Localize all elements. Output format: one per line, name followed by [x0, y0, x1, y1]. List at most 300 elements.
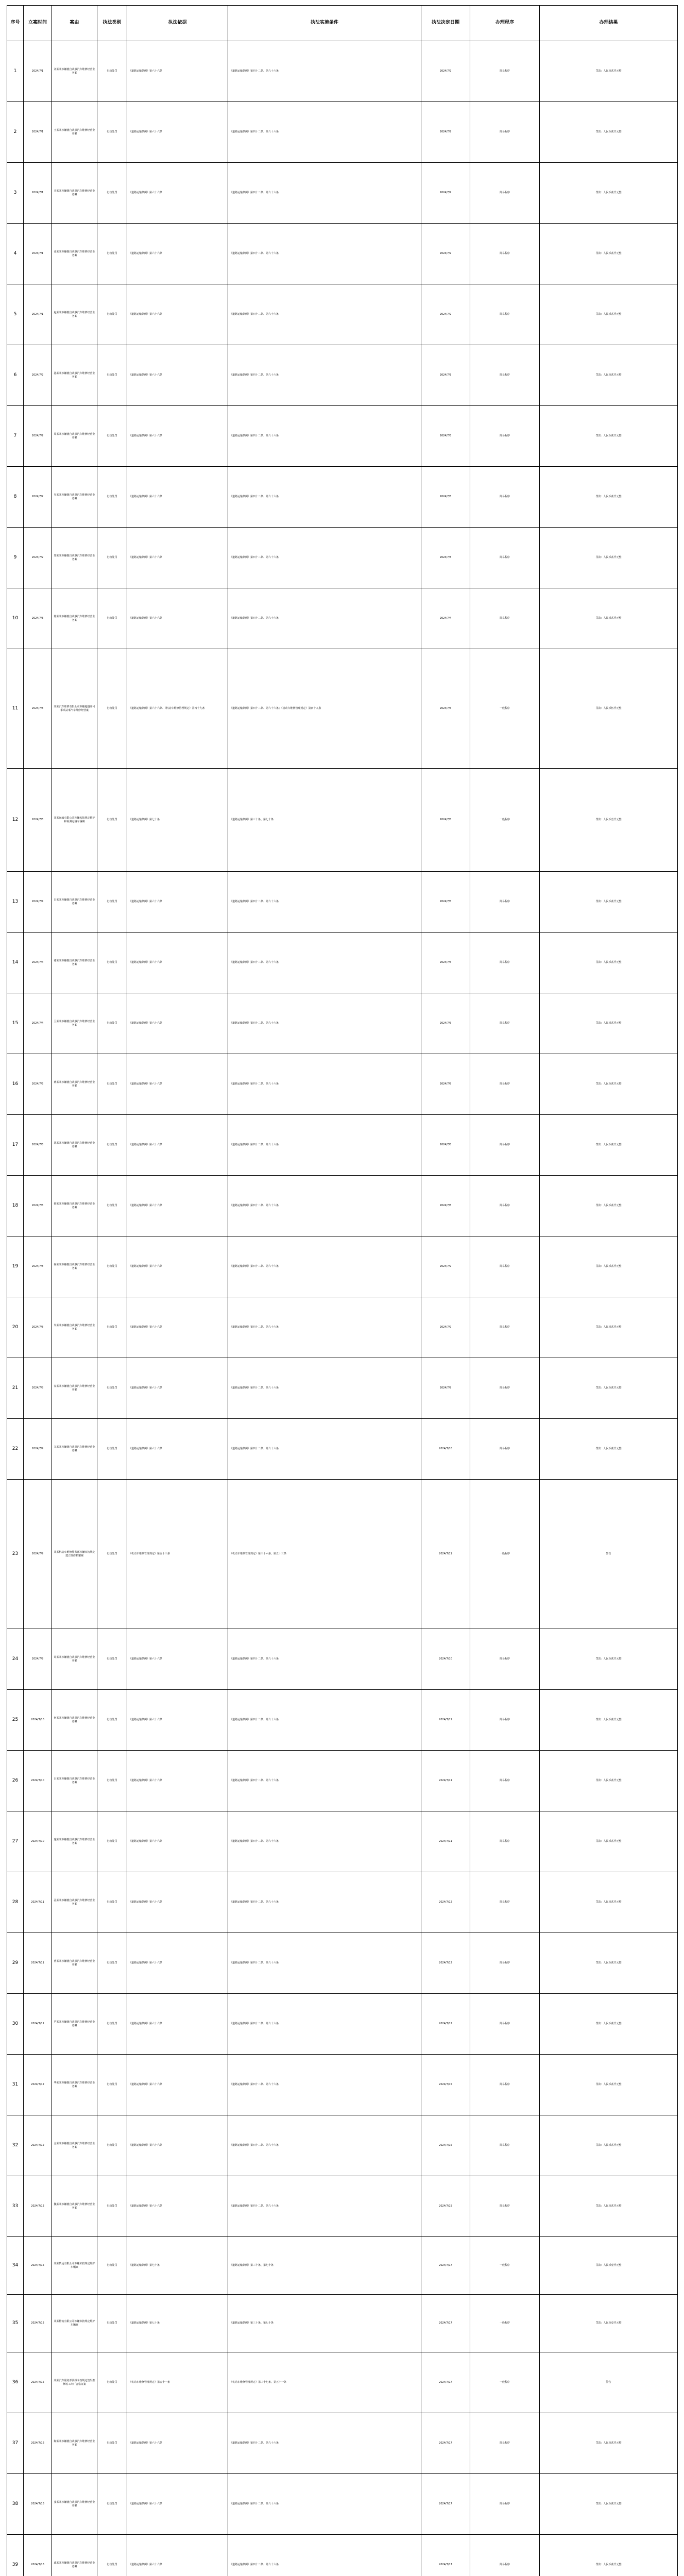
case-cause-cell: 吴某某涉嫌擅自从事汽车维修经营业务案 [52, 467, 97, 528]
category-cell: 行政处罚 [97, 1933, 127, 1994]
result-cell: 罚款：人民币贰仟元整 [540, 1115, 678, 1176]
filing-date-cell: 2024/7/10 [24, 1811, 52, 1872]
decision-date-cell: 2024/7/2 [421, 102, 470, 163]
row-index: 5 [7, 284, 24, 345]
result-cell: 罚款：人民币贰仟元整 [540, 872, 678, 933]
row-index: 25 [7, 1690, 24, 1751]
procedure-cell: 简易程序 [470, 1236, 540, 1297]
procedure-cell: 简易程序 [470, 1419, 540, 1480]
row-index: 6 [7, 345, 24, 406]
basis-cell: 《道路运输条例》第六十六条 [127, 1358, 228, 1419]
result-cell: 罚款：人民币贰仟元整 [540, 345, 678, 406]
basis-cell: 《道路运输条例》第六十六条 [127, 2176, 228, 2237]
filing-date-cell: 2024/7/11 [24, 1872, 52, 1933]
result-cell: 罚款：人民币贰仟元整 [540, 1358, 678, 1419]
row-index: 13 [7, 872, 24, 933]
procedure-cell: 简易程序 [470, 1054, 540, 1115]
procedure-cell: 一般程序 [470, 2237, 540, 2295]
category-cell: 行政处罚 [97, 933, 127, 993]
result-cell: 罚款：人民币贰仟元整 [540, 102, 678, 163]
basis-cell: 《道路运输条例》第六十六条 [127, 284, 228, 345]
decision-date-cell: 2024/7/3 [421, 528, 470, 588]
procedure-cell: 简易程序 [470, 1872, 540, 1933]
category-cell: 行政处罚 [97, 41, 127, 102]
basis-cell: 《道路运输条例》第六十六条 [127, 1811, 228, 1872]
procedure-cell: 一般程序 [470, 769, 540, 872]
basis-cell: 《道路运输条例》第六十六条 [127, 467, 228, 528]
table-row [7, 2474, 678, 2535]
result-cell: 罚款：人民币壹仟元整 [540, 2237, 678, 2295]
category-cell: 行政处罚 [97, 1419, 127, 1480]
filing-date-cell: 2024/7/9 [24, 1480, 52, 1629]
decision-date-cell: 2024/7/15 [421, 2115, 470, 2176]
filing-date-cell: 2024/7/2 [24, 406, 52, 467]
basis-cell: 《道路运输条例》第六十六条 [127, 102, 228, 163]
row-index: 8 [7, 467, 24, 528]
procedure-cell: 简易程序 [470, 2115, 540, 2176]
case-cause-cell: 华某某涉嫌擅自从事汽车维修经营业务案 [52, 2055, 97, 2115]
basis-cell: 《道路运输条例》第六十六条 [127, 1751, 228, 1811]
header-decision-date: 执法决定日期 [421, 6, 470, 41]
filing-date-cell: 2024/7/16 [24, 2474, 52, 2535]
filing-date-cell: 2024/7/16 [24, 2535, 52, 2576]
case-cause-cell: 杨某某涉嫌擅自从事汽车维修经营业务案 [52, 1236, 97, 1297]
row-index: 34 [7, 2237, 24, 2295]
result-cell: 罚款：人民币贰仟元整 [540, 1811, 678, 1872]
decision-date-cell: 2024/7/5 [421, 993, 470, 1054]
condition-cell: 《机动车维修管理规定》第三十六条、第五十三条 [228, 1480, 421, 1629]
case-cause-cell: 姜某某涉嫌擅自从事汽车维修经营业务案 [52, 2474, 97, 2535]
procedure-cell: 简易程序 [470, 1176, 540, 1236]
procedure-cell: 简易程序 [470, 1358, 540, 1419]
procedure-cell: 简易程序 [470, 406, 540, 467]
basis-cell: 《机动车维修管理规定》第五十三条 [127, 1480, 228, 1629]
filing-date-cell: 2024/7/8 [24, 1297, 52, 1358]
basis-cell: 《道路运输条例》第六十六条 [127, 872, 228, 933]
row-index: 14 [7, 933, 24, 993]
decision-date-cell: 2024/7/9 [421, 1358, 470, 1419]
result-cell: 罚款：人民币贰仟元整 [540, 933, 678, 993]
basis-cell: 《道路运输条例》第六十六条 [127, 1176, 228, 1236]
condition-cell: 《道路运输条例》第四十二条、第六十六条 [228, 345, 421, 406]
decision-date-cell: 2024/7/15 [421, 2176, 470, 2237]
case-cause-cell: 某某汽车维修有限公司涉嫌超越许可事项从事汽车维修经营案 [52, 649, 97, 769]
condition-cell: 《机动车维修管理规定》第三十七条、第五十一条 [228, 2352, 421, 2413]
case-cause-cell: 某某货运有限公司涉嫌未按规定维护车辆案 [52, 2237, 97, 2295]
condition-cell: 《道路运输条例》第四十二条、第六十六条 [228, 2176, 421, 2237]
procedure-cell: 简易程序 [470, 2176, 540, 2237]
category-cell: 行政处罚 [97, 1054, 127, 1115]
condition-cell: 《道路运输条例》第四十二条、第六十六条 [228, 1236, 421, 1297]
decision-date-cell: 2024/7/4 [421, 588, 470, 649]
condition-cell: 《道路运输条例》第四十二条、第六十六条 [228, 2535, 421, 2576]
condition-cell: 《道路运输条例》第四十二条、第六十六条 [228, 993, 421, 1054]
table-row [7, 1872, 678, 1933]
row-index: 4 [7, 224, 24, 284]
procedure-cell: 简易程序 [470, 284, 540, 345]
filing-date-cell: 2024/7/12 [24, 2115, 52, 2176]
condition-cell: 《道路运输条例》第四十二条、第六十六条 [228, 1176, 421, 1236]
table-row [7, 2535, 678, 2576]
row-index: 30 [7, 1994, 24, 2055]
result-cell: 警告 [540, 1480, 678, 1629]
filing-date-cell: 2024/7/3 [24, 769, 52, 872]
table-row [7, 1054, 678, 1115]
row-index: 31 [7, 2055, 24, 2115]
case-cause-cell: 孔某某涉嫌擅自从事汽车维修经营业务案 [52, 1872, 97, 1933]
category-cell: 行政处罚 [97, 1480, 127, 1629]
category-cell: 行政处罚 [97, 2295, 127, 2352]
condition-cell: 《道路运输条例》第四十二条、第六十六条 [228, 163, 421, 224]
table-row [7, 2055, 678, 2115]
case-cause-cell: 某某运输有限公司涉嫌未按规定维护和检测运输车辆案 [52, 769, 97, 872]
condition-cell: 《道路运输条例》第四十二条、第六十六条 [228, 1690, 421, 1751]
category-cell: 行政处罚 [97, 1751, 127, 1811]
condition-cell: 《道路运输条例》第四十二条、第六十六条 [228, 224, 421, 284]
basis-cell: 《道路运输条例》第六十六条 [127, 2115, 228, 2176]
condition-cell: 《道路运输条例》第四十二条、第六十六条 [228, 102, 421, 163]
decision-date-cell: 2024/7/17 [421, 2352, 470, 2413]
filing-date-cell: 2024/7/3 [24, 588, 52, 649]
condition-cell: 《道路运输条例》第四十二条、第六十六条 [228, 1358, 421, 1419]
procedure-cell: 简易程序 [470, 41, 540, 102]
procedure-cell: 简易程序 [470, 2474, 540, 2535]
filing-date-cell: 2024/7/1 [24, 224, 52, 284]
row-index: 27 [7, 1811, 24, 1872]
procedure-cell: 简易程序 [470, 1751, 540, 1811]
decision-date-cell: 2024/7/17 [421, 2474, 470, 2535]
decision-date-cell: 2024/7/10 [421, 1629, 470, 1690]
decision-date-cell: 2024/7/15 [421, 2055, 470, 2115]
basis-cell: 《道路运输条例》第六十六条 [127, 1054, 228, 1115]
decision-date-cell: 2024/7/2 [421, 163, 470, 224]
category-cell: 行政处罚 [97, 1872, 127, 1933]
row-index: 12 [7, 769, 24, 872]
row-index: 29 [7, 1933, 24, 1994]
filing-date-cell: 2024/7/3 [24, 649, 52, 769]
result-cell: 罚款：人民币贰仟元整 [540, 467, 678, 528]
category-cell: 行政处罚 [97, 2474, 127, 2535]
procedure-cell: 简易程序 [470, 2055, 540, 2115]
row-index: 21 [7, 1358, 24, 1419]
category-cell: 行政处罚 [97, 284, 127, 345]
category-cell: 行政处罚 [97, 1358, 127, 1419]
result-cell: 罚款：人民币贰仟元整 [540, 406, 678, 467]
procedure-cell: 简易程序 [470, 1994, 540, 2055]
category-cell: 行政处罚 [97, 649, 127, 769]
basis-cell: 《道路运输条例》第六十六条 [127, 1690, 228, 1751]
filing-date-cell: 2024/7/5 [24, 1115, 52, 1176]
decision-date-cell: 2024/7/9 [421, 1236, 470, 1297]
basis-cell: 《道路运输条例》第六十六条 [127, 1236, 228, 1297]
table-row [7, 2295, 678, 2352]
row-index: 3 [7, 163, 24, 224]
case-cause-cell: 施某某涉嫌擅自从事汽车维修经营业务案 [52, 1811, 97, 1872]
basis-cell: 《道路运输条例》第六十六条 [127, 1629, 228, 1690]
table-row [7, 1480, 678, 1629]
basis-cell: 《道路运输条例》第六十六条 [127, 224, 228, 284]
result-cell: 罚款：人民币贰仟元整 [540, 224, 678, 284]
category-cell: 行政处罚 [97, 1297, 127, 1358]
table-row [7, 2237, 678, 2295]
filing-date-cell: 2024/7/9 [24, 1629, 52, 1690]
decision-date-cell: 2024/7/2 [421, 41, 470, 102]
case-cause-cell: 严某某涉嫌擅自从事汽车维修经营业务案 [52, 1994, 97, 2055]
category-cell: 行政处罚 [97, 872, 127, 933]
case-cause-cell: 陈某某涉嫌擅自从事汽车维修经营业务案 [52, 588, 97, 649]
row-index: 24 [7, 1629, 24, 1690]
header-case-cause: 案由 [52, 6, 97, 41]
decision-date-cell: 2024/7/11 [421, 1811, 470, 1872]
filing-date-cell: 2024/7/5 [24, 1176, 52, 1236]
procedure-cell: 简易程序 [470, 1811, 540, 1872]
decision-date-cell: 2024/7/8 [421, 1176, 470, 1236]
case-cause-cell: 金某某涉嫌擅自从事汽车维修经营业务案 [52, 2115, 97, 2176]
case-cause-cell: 秦某某涉嫌擅自从事汽车维修经营业务案 [52, 1358, 97, 1419]
condition-cell: 《道路运输条例》第三十条、第七十条 [228, 769, 421, 872]
condition-cell: 《道路运输条例》第四十二条、第六十六条 [228, 933, 421, 993]
table-row [7, 1358, 678, 1419]
filing-date-cell: 2024/7/1 [24, 102, 52, 163]
category-cell: 行政处罚 [97, 1176, 127, 1236]
table-row [7, 1933, 678, 1994]
table-row [7, 588, 678, 649]
filing-date-cell: 2024/7/10 [24, 1690, 52, 1751]
basis-cell: 《道路运输条例》第六十六条 [127, 2055, 228, 2115]
result-cell: 罚款：人民币贰仟元整 [540, 41, 678, 102]
header-procedure: 办理程序 [470, 6, 540, 41]
case-cause-cell: 某某汽车服务部涉嫌未按规定签发维修竣工出厂合格证案 [52, 2352, 97, 2413]
filing-date-cell: 2024/7/5 [24, 1054, 52, 1115]
basis-cell: 《道路运输条例》第六十六条 [127, 1419, 228, 1480]
result-cell: 罚款：人民币贰仟元整 [540, 2055, 678, 2115]
header-basis: 执法依据 [127, 6, 228, 41]
result-cell: 罚款：人民币贰仟元整 [540, 1994, 678, 2055]
case-cause-cell: 韩某某涉嫌擅自从事汽车维修经营业务案 [52, 1176, 97, 1236]
procedure-cell: 简易程序 [470, 345, 540, 406]
table-row [7, 1751, 678, 1811]
category-cell: 行政处罚 [97, 1690, 127, 1751]
row-index: 39 [7, 2535, 24, 2576]
filing-date-cell: 2024/7/2 [24, 528, 52, 588]
table-row [7, 467, 678, 528]
case-cause-cell: 李某某涉嫌擅自从事汽车维修经营业务案 [52, 163, 97, 224]
result-cell: 罚款：人民币贰仟元整 [540, 588, 678, 649]
condition-cell: 《道路运输条例》第四十二条、第六十六条 [228, 2055, 421, 2115]
condition-cell: 《道路运输条例》第四十二条、第六十六条 [228, 2115, 421, 2176]
category-cell: 行政处罚 [97, 2115, 127, 2176]
result-cell: 罚款：人民币贰仟元整 [540, 1297, 678, 1358]
basis-cell: 《道路运输条例》第六十六条 [127, 406, 228, 467]
category-cell: 行政处罚 [97, 2413, 127, 2474]
case-cause-cell: 郑某某涉嫌擅自从事汽车维修经营业务案 [52, 528, 97, 588]
procedure-cell: 简易程序 [470, 933, 540, 993]
table-row [7, 872, 678, 933]
procedure-cell: 简易程序 [470, 1629, 540, 1690]
category-cell: 行政处罚 [97, 528, 127, 588]
basis-cell: 《道路运输条例》第六十六条 [127, 41, 228, 102]
table-row [7, 2115, 678, 2176]
result-cell: 罚款：人民币伍仟元整 [540, 649, 678, 769]
table-row [7, 284, 678, 345]
procedure-cell: 简易程序 [470, 467, 540, 528]
condition-cell: 《道路运输条例》第四十二条、第六十六条 [228, 467, 421, 528]
procedure-cell: 简易程序 [470, 163, 540, 224]
table-row [7, 163, 678, 224]
condition-cell: 《道路运输条例》第四十二条、第六十六条 [228, 2474, 421, 2535]
row-index: 38 [7, 2474, 24, 2535]
filing-date-cell: 2024/7/11 [24, 1994, 52, 2055]
result-cell: 罚款：人民币贰仟元整 [540, 2176, 678, 2237]
condition-cell: 《道路运输条例》第四十二条、第六十六条 [228, 1297, 421, 1358]
category-cell: 行政处罚 [97, 406, 127, 467]
row-index: 15 [7, 993, 24, 1054]
procedure-cell: 简易程序 [470, 1690, 540, 1751]
category-cell: 行政处罚 [97, 1115, 127, 1176]
result-cell: 罚款：人民币壹仟元整 [540, 2295, 678, 2352]
condition-cell: 《道路运输条例》第四十二条、第六十六条 [228, 1629, 421, 1690]
procedure-cell: 简易程序 [470, 2535, 540, 2576]
case-cause-cell: 王某某涉嫌擅自从事汽车维修经营业务案 [52, 102, 97, 163]
decision-date-cell: 2024/7/10 [421, 1419, 470, 1480]
table-row [7, 1297, 678, 1358]
category-cell: 行政处罚 [97, 2352, 127, 2413]
filing-date-cell: 2024/7/2 [24, 467, 52, 528]
category-cell: 行政处罚 [97, 993, 127, 1054]
condition-cell: 《道路运输条例》第四十二条、第六十六条 [228, 528, 421, 588]
row-index: 33 [7, 2176, 24, 2237]
row-index: 37 [7, 2413, 24, 2474]
condition-cell: 《道路运输条例》第四十二条、第六十六条 [228, 406, 421, 467]
condition-cell: 《道路运输条例》第四十二条、第六十六条 [228, 1994, 421, 2055]
condition-cell: 《道路运输条例》第四十二条、第六十六条 [228, 1054, 421, 1115]
table-row [7, 1629, 678, 1690]
basis-cell: 《道路运输条例》第六十六条 [127, 933, 228, 993]
filing-date-cell: 2024/7/12 [24, 2176, 52, 2237]
condition-cell: 《道路运输条例》第四十二条、第六十六条 [228, 1751, 421, 1811]
filing-date-cell: 2024/7/16 [24, 2413, 52, 2474]
case-cause-cell: 某某物流有限公司涉嫌未按规定维护车辆案 [52, 2295, 97, 2352]
result-cell: 罚款：人民币贰仟元整 [540, 2535, 678, 2576]
table-row [7, 1115, 678, 1176]
row-index: 32 [7, 2115, 24, 2176]
basis-cell: 《道路运输条例》第六十六条 [127, 1933, 228, 1994]
category-cell: 行政处罚 [97, 588, 127, 649]
row-index: 18 [7, 1176, 24, 1236]
table-row [7, 406, 678, 467]
basis-cell: 《道路运输条例》第六十六条 [127, 163, 228, 224]
basis-cell: 《道路运输条例》第六十六条 [127, 1115, 228, 1176]
header-condition: 执法实施条件 [228, 6, 421, 41]
condition-cell: 《道路运输条例》第四十二条、第六十六条 [228, 284, 421, 345]
category-cell: 行政处罚 [97, 224, 127, 284]
category-cell: 行政处罚 [97, 1236, 127, 1297]
result-cell: 罚款：人民币贰仟元整 [540, 1176, 678, 1236]
procedure-cell: 一般程序 [470, 649, 540, 769]
procedure-cell: 简易程序 [470, 224, 540, 284]
category-cell: 行政处罚 [97, 2176, 127, 2237]
decision-date-cell: 2024/7/2 [421, 284, 470, 345]
result-cell: 罚款：人民币贰仟元整 [540, 2115, 678, 2176]
row-index: 2 [7, 102, 24, 163]
procedure-cell: 简易程序 [470, 528, 540, 588]
header-row [7, 6, 678, 41]
table-row [7, 1419, 678, 1480]
result-cell: 罚款：人民币贰仟元整 [540, 1690, 678, 1751]
table-row [7, 933, 678, 993]
procedure-cell: 简易程序 [470, 102, 540, 163]
result-cell: 罚款：人民币贰仟元整 [540, 1751, 678, 1811]
decision-date-cell: 2024/7/11 [421, 1690, 470, 1751]
result-cell: 罚款：人民币贰仟元整 [540, 993, 678, 1054]
row-index: 28 [7, 1872, 24, 1933]
case-cause-cell: 吕某某涉嫌擅自从事汽车维修经营业务案 [52, 1751, 97, 1811]
basis-cell: 《道路运输条例》第六十六条 [127, 345, 228, 406]
row-index: 19 [7, 1236, 24, 1297]
filing-date-cell: 2024/7/1 [24, 284, 52, 345]
result-cell: 罚款：人民币贰仟元整 [540, 1236, 678, 1297]
table-row [7, 102, 678, 163]
decision-date-cell: 2024/7/5 [421, 769, 470, 872]
filing-date-cell: 2024/7/15 [24, 2237, 52, 2295]
basis-cell: 《道路运输条例》第七十条 [127, 769, 228, 872]
decision-date-cell: 2024/7/11 [421, 1480, 470, 1629]
case-cause-cell: 何某某涉嫌擅自从事汽车维修经营业务案 [52, 1690, 97, 1751]
filing-date-cell: 2024/7/8 [24, 1236, 52, 1297]
procedure-cell: 简易程序 [470, 2413, 540, 2474]
result-cell: 罚款：人民币贰仟元整 [540, 163, 678, 224]
result-cell: 罚款：人民币贰仟元整 [540, 528, 678, 588]
row-index: 10 [7, 588, 24, 649]
decision-date-cell: 2024/7/3 [421, 406, 470, 467]
result-cell: 罚款：人民币贰仟元整 [540, 1054, 678, 1115]
basis-cell: 《道路运输条例》第六十六条 [127, 2413, 228, 2474]
procedure-cell: 简易程序 [470, 872, 540, 933]
category-cell: 行政处罚 [97, 2535, 127, 2576]
basis-cell: 《道路运输条例》第六十六条 [127, 1872, 228, 1933]
row-index: 26 [7, 1751, 24, 1811]
result-cell: 罚款：人民币贰仟元整 [540, 1419, 678, 1480]
case-cause-cell: 许某某涉嫌擅自从事汽车维修经营业务案 [52, 1629, 97, 1690]
row-index: 1 [7, 41, 24, 102]
procedure-cell: 简易程序 [470, 1115, 540, 1176]
basis-cell: 《道路运输条例》第六十六条 [127, 588, 228, 649]
decision-date-cell: 2024/7/8 [421, 1054, 470, 1115]
condition-cell: 《道路运输条例》第四十二条、第六十六条 [228, 2413, 421, 2474]
case-cause-cell: 冯某某涉嫌擅自从事汽车维修经营业务案 [52, 872, 97, 933]
row-index: 23 [7, 1480, 24, 1629]
procedure-cell: 一般程序 [470, 2352, 540, 2413]
decision-date-cell: 2024/7/17 [421, 2535, 470, 2576]
table-row [7, 649, 678, 769]
enforcement-table [7, 5, 678, 2576]
category-cell: 行政处罚 [97, 163, 127, 224]
filing-date-cell: 2024/7/9 [24, 1419, 52, 1480]
procedure-cell: 简易程序 [470, 1933, 540, 1994]
table-row [7, 2413, 678, 2474]
basis-cell: 《道路运输条例》第六十六条 [127, 2474, 228, 2535]
table-row [7, 1811, 678, 1872]
table-row [7, 769, 678, 872]
basis-cell: 《道路运输条例》第六十六条 [127, 2535, 228, 2576]
condition-cell: 《道路运输条例》第四十二条、第六十六条 [228, 1811, 421, 1872]
case-cause-cell: 卫某某涉嫌擅自从事汽车维修经营业务案 [52, 993, 97, 1054]
category-cell: 行政处罚 [97, 769, 127, 872]
procedure-cell: 简易程序 [470, 1297, 540, 1358]
table-row [7, 1690, 678, 1751]
table-row [7, 2176, 678, 2237]
table-row [7, 1236, 678, 1297]
